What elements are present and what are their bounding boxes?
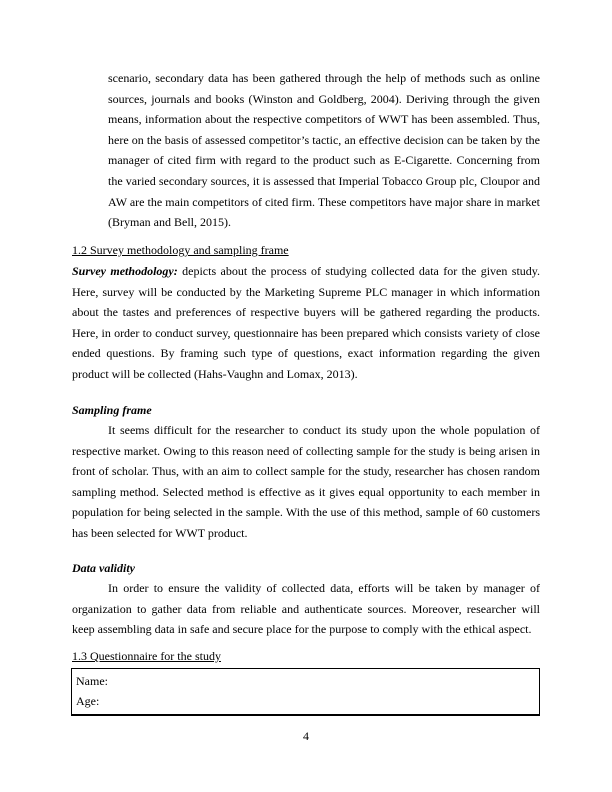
survey-methodology-lead: Survey methodology: [72,264,178,278]
age-field-label: Age: [76,694,100,708]
page-number: 4 [303,729,309,743]
section-heading-1-2: 1.2 Survey methodology and sampling frame [72,243,289,257]
data-validity-paragraph: In order to ensure the validity of collected data, efforts will be taken by manager of organization to gather data from reliable and authenticate sources. Moreover, researcher will keep assembling data in safe and secure place for the purpose to comply with the ethical aspect. [72,581,540,637]
questionnaire-box [71,668,540,716]
intro-paragraph: scenario, secondary data has been gathered through the help of methods such as online sources, journals and books (Winston and Goldberg, 2004). Deriving through the given means, information about the respective competitors of WWT has been assembled. Thus, here on the basis of assessed competitor’s tactic, an effective decision can be taken by the manager of cited firm with regard to the product such as E-Cigarette. Concerning from the varied secondary sources, it is assessed that Imperial Tobacco Group plc, Cloupor and AW are the main competitors of cited firm. These competitors have major share in market (Bryman and Bell, 2015). [108,71,540,230]
survey-methodology-paragraph [72,261,540,385]
survey-methodology-text: depicts about the process of studying collected data for the given study. Here, survey will be conducted by the Marketing Supreme PLC manager in which information about the tastes and preferences of respective buyers will be gathered regarding the products. Here, in order to conduct survey, questionnaire has been prepared which consists variety of close ended questions. By framing such type of questions, exact information regarding the given product will be collected (Hahs-Vaughn and Lomax, 2013). [72,264,541,381]
section-heading-1-3: 1.3 Questionnaire for the study [72,649,221,663]
sampling-frame-paragraph: It seems difficult for the researcher to conduct its study upon the whole population of respective market. Owing to this reason need of collecting sample for the study is being arisen in front of scholar. Thus, with an aim to collect sample for the study, researcher has chosen random sampling method. Selected method is effective as it gives equal opportunity to each member in population for being selected in the sample. With the use of this method, sample of 60 customers has been selected for WWT product. [72,423,540,540]
name-field-label: Name: [76,674,108,688]
data-validity-heading: Data validity [72,561,135,575]
sampling-frame-heading: Sampling frame [72,403,152,417]
